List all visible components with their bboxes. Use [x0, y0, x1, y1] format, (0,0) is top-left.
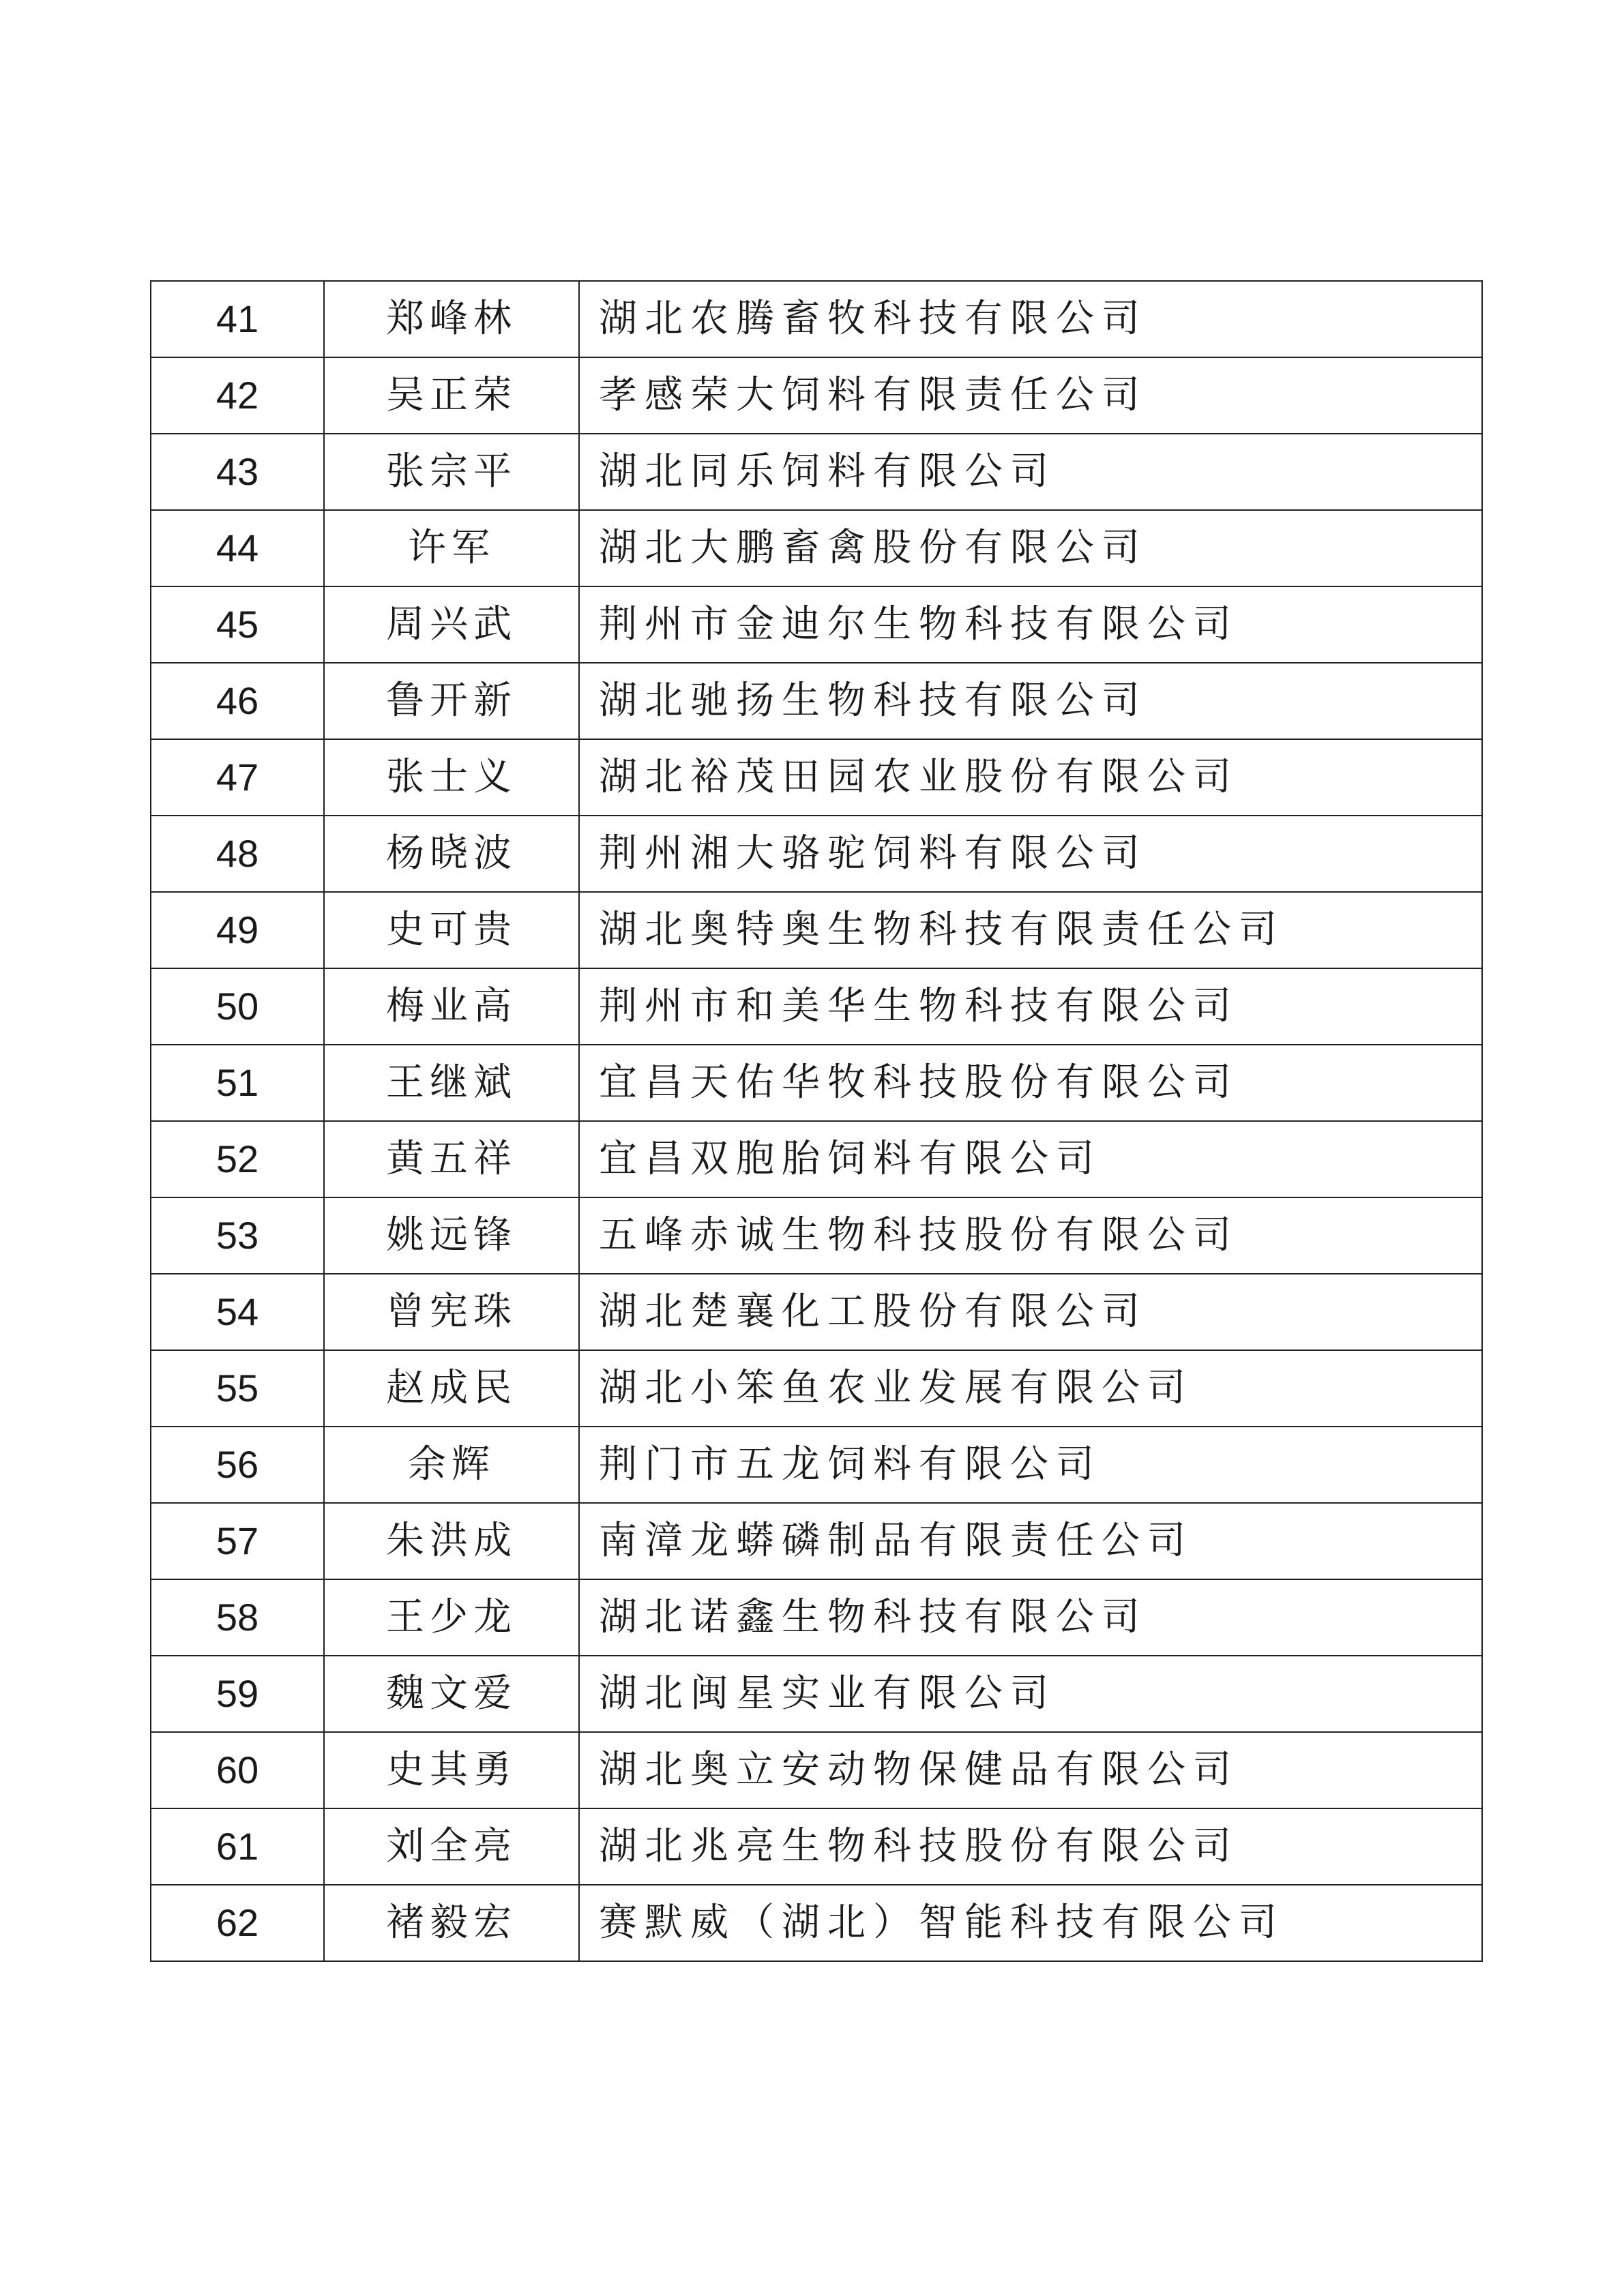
person-name: 史可贵	[324, 892, 579, 968]
person-name: 黄五祥	[324, 1121, 579, 1197]
person-name: 朱洪成	[324, 1503, 579, 1579]
row-number: 46	[151, 663, 324, 739]
person-name: 张宗平	[324, 434, 579, 510]
person-name: 杨晓波	[324, 816, 579, 892]
company-name: 湖北小笨鱼农业发展有限公司	[579, 1350, 1482, 1427]
table-row	[151, 1656, 1482, 1732]
person-name: 余辉	[324, 1427, 579, 1503]
person-name: 梅业高	[324, 968, 579, 1045]
table-row	[151, 1121, 1482, 1197]
row-number: 57	[151, 1503, 324, 1579]
company-name: 南漳龙蟒磷制品有限责任公司	[579, 1503, 1482, 1579]
person-name: 鲁开新	[324, 663, 579, 739]
row-number: 54	[151, 1274, 324, 1350]
person-name: 吴正荣	[324, 357, 579, 434]
row-number: 42	[151, 357, 324, 434]
table-row	[151, 1808, 1482, 1885]
row-number: 56	[151, 1427, 324, 1503]
person-name: 史其勇	[324, 1732, 579, 1808]
table-row	[151, 510, 1482, 586]
row-number: 41	[151, 281, 324, 357]
table-row	[151, 1732, 1482, 1808]
table-row	[151, 1579, 1482, 1656]
row-number: 48	[151, 816, 324, 892]
company-name: 湖北农腾畜牧科技有限公司	[579, 281, 1482, 357]
company-name: 荆门市五龙饲料有限公司	[579, 1427, 1482, 1503]
table-row	[151, 1427, 1482, 1503]
table-row	[151, 892, 1482, 968]
row-number: 49	[151, 892, 324, 968]
row-number: 47	[151, 739, 324, 816]
company-name: 湖北奥立安动物保健品有限公司	[579, 1732, 1482, 1808]
table-row	[151, 1197, 1482, 1274]
table-row	[151, 816, 1482, 892]
person-name: 褚毅宏	[324, 1885, 579, 1961]
table-row	[151, 281, 1482, 357]
company-name: 湖北闽星实业有限公司	[579, 1656, 1482, 1732]
row-number: 60	[151, 1732, 324, 1808]
company-name: 荆州市和美华生物科技有限公司	[579, 968, 1482, 1045]
company-name: 湖北大鹏畜禽股份有限公司	[579, 510, 1482, 586]
row-number: 59	[151, 1656, 324, 1732]
roster-table	[150, 280, 1483, 1962]
company-name: 赛默威（湖北）智能科技有限公司	[579, 1885, 1482, 1961]
person-name: 王继斌	[324, 1045, 579, 1121]
person-name: 郑峰林	[324, 281, 579, 357]
person-name: 周兴武	[324, 586, 579, 663]
table-row	[151, 434, 1482, 510]
row-number: 55	[151, 1350, 324, 1427]
table-row	[151, 1885, 1482, 1961]
person-name: 张士义	[324, 739, 579, 816]
row-number: 58	[151, 1579, 324, 1656]
table-row	[151, 357, 1482, 434]
company-name: 湖北同乐饲料有限公司	[579, 434, 1482, 510]
person-name: 魏文爱	[324, 1656, 579, 1732]
person-name: 姚远锋	[324, 1197, 579, 1274]
row-number: 50	[151, 968, 324, 1045]
company-name: 湖北兆亮生物科技股份有限公司	[579, 1808, 1482, 1885]
company-name: 湖北奥特奥生物科技有限责任公司	[579, 892, 1482, 968]
person-name: 曾宪珠	[324, 1274, 579, 1350]
company-name: 湖北诺鑫生物科技有限公司	[579, 1579, 1482, 1656]
company-name: 宜昌双胞胎饲料有限公司	[579, 1121, 1482, 1197]
company-name: 湖北裕茂田园农业股份有限公司	[579, 739, 1482, 816]
person-name: 刘全亮	[324, 1808, 579, 1885]
company-name: 荆州市金迪尔生物科技有限公司	[579, 586, 1482, 663]
company-name: 五峰赤诚生物科技股份有限公司	[579, 1197, 1482, 1274]
table-row	[151, 1274, 1482, 1350]
row-number: 52	[151, 1121, 324, 1197]
person-name: 王少龙	[324, 1579, 579, 1656]
row-number: 45	[151, 586, 324, 663]
company-name: 孝感荣大饲料有限责任公司	[579, 357, 1482, 434]
row-number: 44	[151, 510, 324, 586]
company-name: 湖北驰扬生物科技有限公司	[579, 663, 1482, 739]
company-name: 宜昌天佑华牧科技股份有限公司	[579, 1045, 1482, 1121]
company-name: 荆州湘大骆驼饲料有限公司	[579, 816, 1482, 892]
table-row	[151, 968, 1482, 1045]
company-name: 湖北楚襄化工股份有限公司	[579, 1274, 1482, 1350]
table-row	[151, 739, 1482, 816]
row-number: 53	[151, 1197, 324, 1274]
row-number: 43	[151, 434, 324, 510]
person-name: 许军	[324, 510, 579, 586]
table-row	[151, 1503, 1482, 1579]
row-number: 62	[151, 1885, 324, 1961]
table-row	[151, 586, 1482, 663]
table-row	[151, 1045, 1482, 1121]
table-row	[151, 1350, 1482, 1427]
table-row	[151, 663, 1482, 739]
row-number: 51	[151, 1045, 324, 1121]
person-name: 赵成民	[324, 1350, 579, 1427]
row-number: 61	[151, 1808, 324, 1885]
